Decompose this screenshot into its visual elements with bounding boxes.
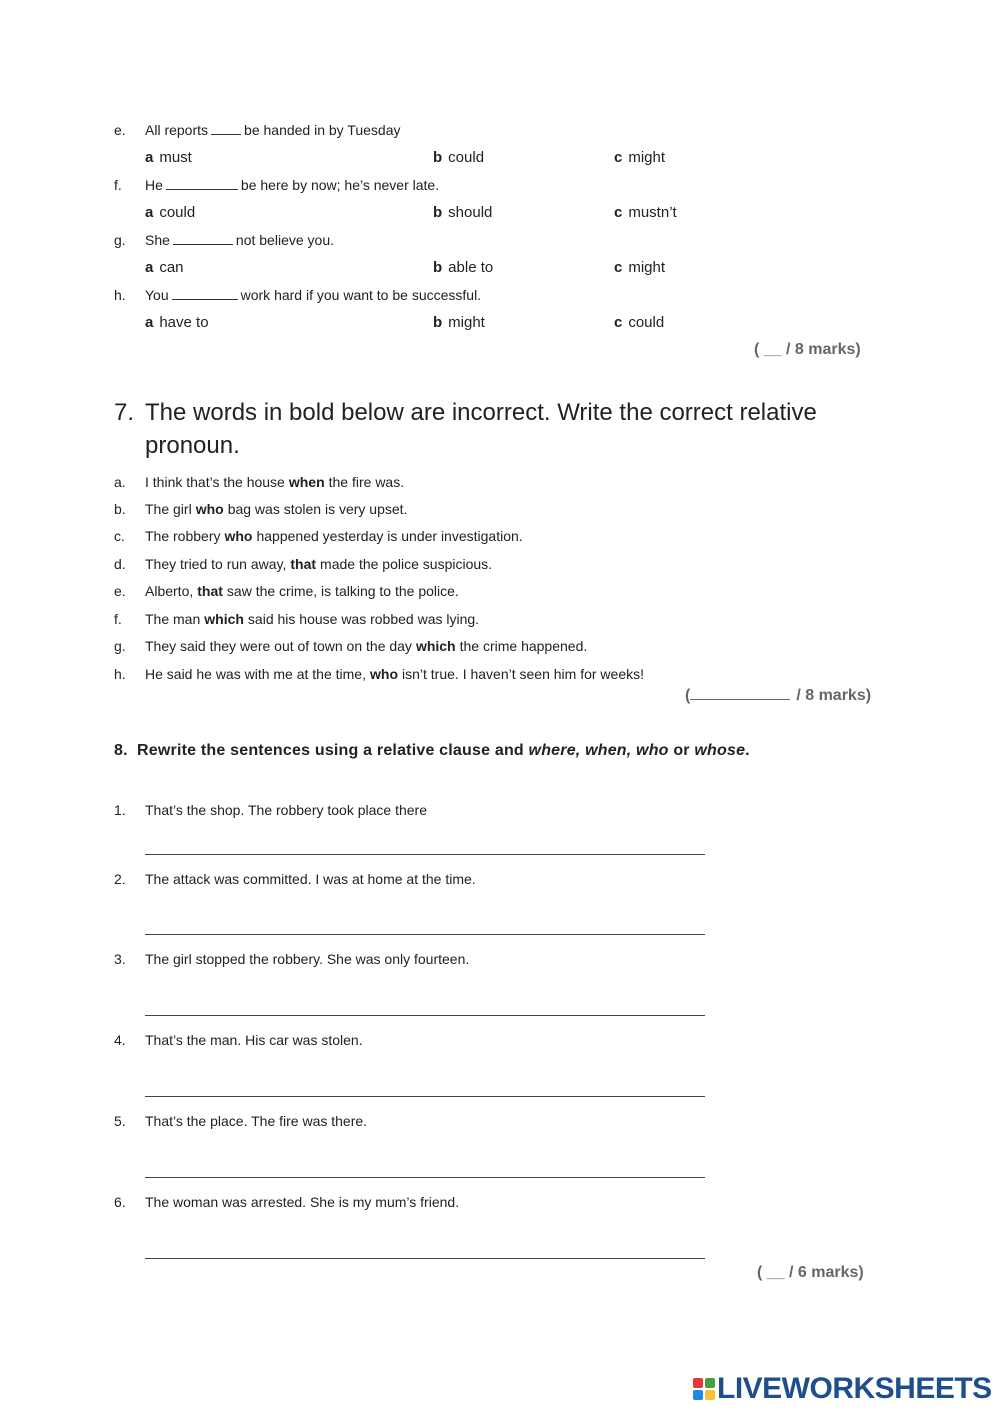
incorrect-pronoun: who [370,666,398,682]
option-letter: a [145,259,154,276]
section-8-number: 8. [114,742,128,759]
item-letter: c. [114,528,125,544]
section-7-number: 7. [114,399,135,426]
option-letter: b [433,259,443,276]
sentence-post: said his house was robbed was lying. [247,611,480,627]
option-text: could [628,314,665,331]
question-post: work hard if you want to be successful. [240,287,482,303]
item-letter: e. [114,583,126,599]
item-letter: f. [114,611,122,627]
section-7-marks [685,685,871,705]
marks-open: ( [685,687,691,704]
item-letter: h. [114,666,126,682]
sentence [145,666,644,682]
section-8-marks: ( __ / 6 marks) [757,1264,864,1281]
section-8-title [114,742,750,760]
option-b[interactable] [433,149,484,166]
sentence-post: isn’t true. I haven’t seen him for weeks! [402,666,644,682]
option-letter: c [614,314,623,331]
question-post: be here by now; he’s never late. [240,177,440,193]
answer-blank[interactable] [211,122,241,135]
sentence: The woman was arrested. She is my mum’s friend. [145,1194,460,1210]
sentence-pre: I think that’s the house [145,474,285,490]
item-number: 5. [114,1113,126,1129]
logo-square [693,1390,703,1400]
option-b[interactable] [433,314,485,331]
sentence-pre: They tried to run away, [145,556,287,572]
item-letter: h. [114,287,126,303]
sentence: That’s the man. His car was stolen. [145,1032,363,1048]
incorrect-pronoun: which [204,611,244,627]
option-text: might [628,149,666,166]
option-letter: a [145,314,154,331]
item-letter: a. [114,474,126,490]
sentence [145,528,523,544]
item-letter: g. [114,638,126,654]
title-text: Rewrite the sentences using a relative clause and [137,742,524,759]
logo-square [693,1378,703,1388]
title-keyword-last: whose [694,742,746,759]
item-number: 2. [114,871,126,887]
sentence-pre: The man [145,611,201,627]
option-text: mustn’t [628,204,677,221]
option-letter: c [614,149,623,166]
sentence-post: saw the crime, is talking to the police. [226,583,459,599]
sentence: The girl stopped the robbery. She was only fourteen. [145,951,470,967]
answer-blank[interactable] [173,232,233,245]
option-c[interactable] [614,259,665,276]
option-letter: c [614,204,623,221]
incorrect-pronoun: that [197,583,223,599]
incorrect-pronoun: who [224,528,253,544]
option-a[interactable] [145,204,195,221]
question-text [145,232,334,248]
logo-text: LIVEWORKSHEETS [717,1372,992,1405]
incorrect-pronoun: that [290,556,317,572]
sentence-pre: He said he was with me at the time, [145,666,366,682]
answer-line[interactable] [145,1258,705,1259]
option-letter: a [145,149,154,166]
option-text: could [448,149,485,166]
answer-line[interactable] [145,1177,705,1178]
item-letter: f. [114,177,122,193]
question-pre: You [145,287,169,303]
sentence-pre: Alberto, [145,583,194,599]
liveworksheets-logo [693,1372,992,1406]
sentence: The attack was committed. I was at home at the time. [145,871,476,887]
option-letter: b [433,204,443,221]
section-7-title: The words in bold below are incorrect. Write the correct relative pronoun. [145,399,817,459]
section-6-marks: ( __ / 8 marks) [754,341,861,358]
option-text: might [628,259,666,276]
option-text: must [159,149,192,166]
question-pre: She [145,232,170,248]
option-text: able to [448,259,494,276]
sentence-post: the fire was. [328,474,405,490]
question-text [145,287,481,303]
question-pre: He [145,177,163,193]
sentence-post: happened yesterday is under investigation. [256,528,523,544]
incorrect-pronoun: when [288,474,325,490]
sentence [145,556,492,572]
title-end: . [745,742,750,759]
sentence-pre: They said they were out of town on the day [145,638,412,654]
liveworksheets-logo-icon [693,1378,715,1400]
answer-blank[interactable] [166,177,238,190]
question-post: be handed in by Tuesday [244,122,401,138]
incorrect-pronoun: which [415,638,456,654]
sentence [145,583,459,599]
logo-square [705,1378,715,1388]
option-letter: b [433,314,443,331]
question-pre: All reports [145,122,209,138]
item-number: 4. [114,1032,126,1048]
option-letter: c [614,259,623,276]
item-letter: g. [114,232,126,248]
sentence [145,501,407,517]
item-letter: d. [114,556,126,572]
question-text [145,122,401,138]
answer-line[interactable] [145,1015,705,1016]
sentence-pre: The robbery [145,528,221,544]
question-text [145,177,439,193]
option-c[interactable] [614,314,664,331]
option-letter: b [433,149,443,166]
answer-line[interactable] [145,854,705,855]
item-number: 3. [114,951,126,967]
item-number: 1. [114,802,126,818]
sentence [145,638,587,654]
sentence [145,611,479,627]
option-a[interactable] [145,259,184,276]
sentence: That’s the shop. The robbery took place there [145,802,427,818]
item-letter: e. [114,122,126,138]
option-a[interactable] [145,149,192,166]
sentence-post: bag was stolen is very upset. [227,501,408,517]
sentence: That’s the place. The fire was there. [145,1113,368,1129]
item-number: 6. [114,1194,126,1210]
option-text: have to [159,314,209,331]
answer-line[interactable] [145,934,705,935]
option-c[interactable] [614,204,677,221]
logo-square [705,1390,715,1400]
option-text: might [448,314,485,331]
sentence [145,474,404,490]
answer-blank[interactable] [172,287,238,300]
sentence-pre: The girl [145,501,192,517]
option-text: could [159,204,196,221]
question-post: not believe you. [235,232,334,248]
option-b[interactable] [433,259,493,276]
marks-close: / 8 marks) [796,687,872,704]
score-blank[interactable] [690,685,790,700]
answer-line[interactable] [145,1096,705,1097]
incorrect-pronoun: who [195,501,224,517]
title-or: or [673,742,690,759]
option-a[interactable] [145,314,209,331]
option-b[interactable] [433,204,492,221]
option-c[interactable] [614,149,665,166]
option-letter: a [145,204,154,221]
option-text: should [448,204,493,221]
sentence-post: the crime happened. [459,638,588,654]
title-keywords: where, when, who [528,742,669,759]
option-text: can [159,259,184,276]
item-letter: b. [114,501,126,517]
sentence-post: made the police suspicious. [320,556,493,572]
